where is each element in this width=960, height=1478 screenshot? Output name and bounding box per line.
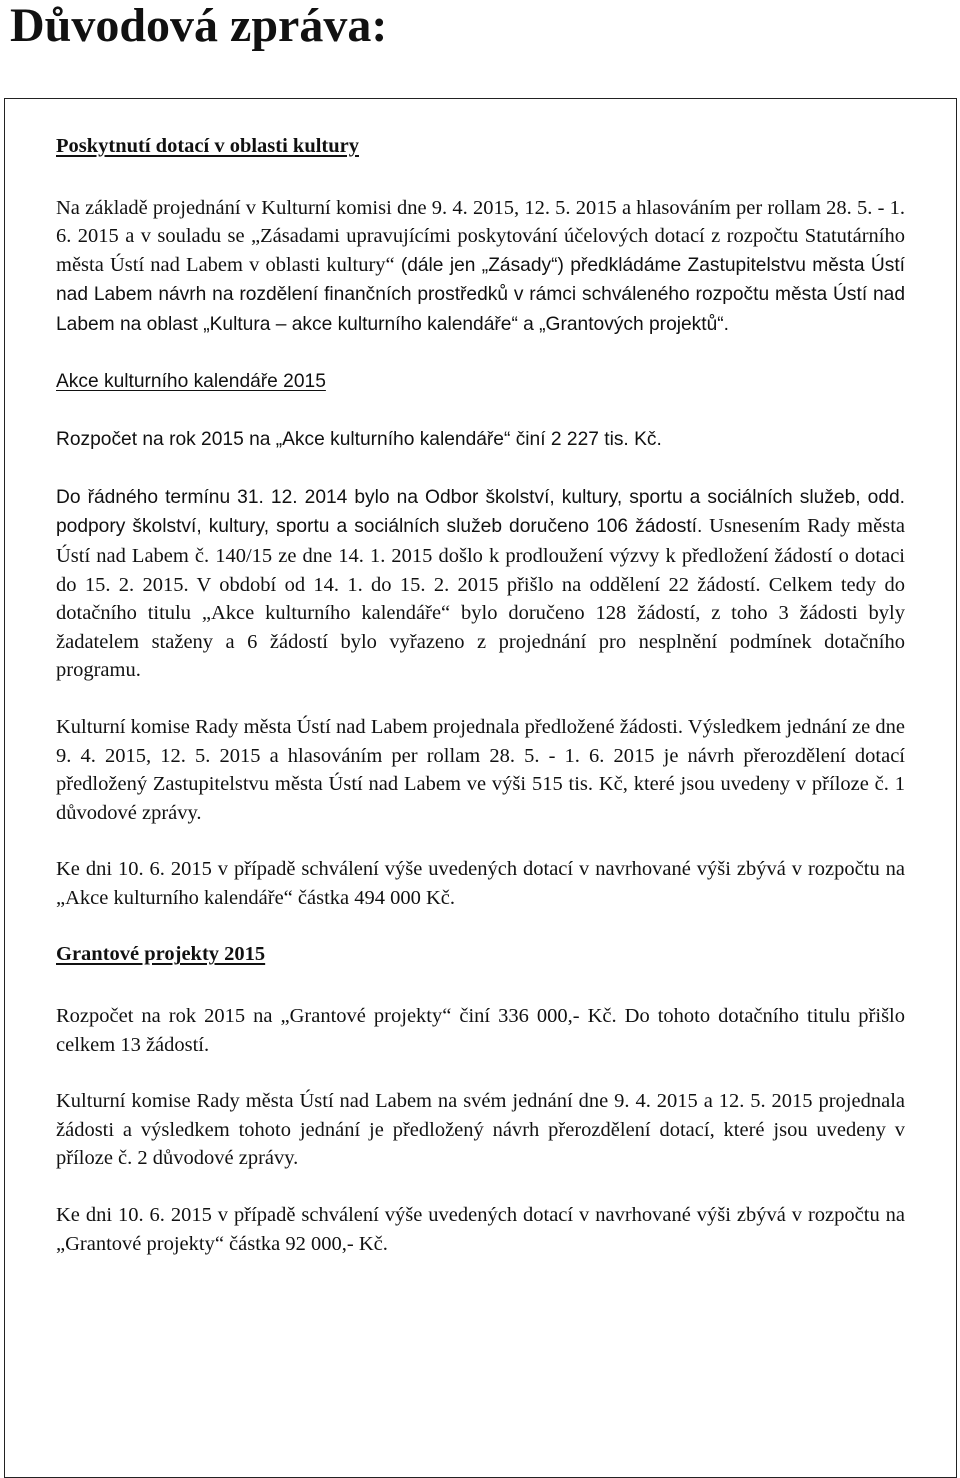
document-body bbox=[56, 132, 905, 1286]
calendar-commission-paragraph: Kulturní komise Rady města Ústí nad Labem projednala předložené žádosti. Výsledkem jednání ze dne 9. 4. 2015, 12. 5. 2015 a hlasováním per rollam 28. 5. - 1. 6. 2015 je návrh přerozdělení dotací předložený Zastupitelstvu města Ústí nad Labem ve výši 515 tis. Kč, které jsou uvedeny v příloze č. 1 důvodové zprávy. bbox=[56, 715, 905, 824]
intro-text-sans: (dále jen „Zásady“) předkládáme Zastupitelstvu města Ústí nad Labem návrh na rozdělení finančních prostředků v rámci schváleného rozpočtu města Ústí nad Labem na oblast „Kultura – akce kulturního kalendáře“ a „Grantových projektů“. bbox=[56, 254, 905, 335]
calendar-budget-paragraph: Rozpočet na rok 2015 na „Akce kulturního kalendáře“ činí 2 227 tis. Kč. bbox=[56, 429, 662, 451]
grants-budget-paragraph: Rozpočet na rok 2015 na „Grantové projekty“ činí 336 000,- Kč. Do tohoto dotačního titulu přišlo celkem 13 žádostí. bbox=[56, 1005, 905, 1056]
section-heading-cultural-calendar: Akce kulturního kalendáře 2015 bbox=[56, 370, 326, 392]
intro-paragraph bbox=[56, 194, 905, 340]
grants-remaining-paragraph: Ke dni 10. 6. 2015 v případě schválení výše uvedených dotací v navrhované výši zbývá v rozpočtu na „Grantové projekty“ částka 92 000,- Kč. bbox=[56, 1204, 905, 1255]
grants-commission-paragraph: Kulturní komise Rady města Ústí nad Labem na svém jednání dne 9. 4. 2015 a 12. 5. 2015 projednala žádosti a výsledkem tohoto jednání je předložený návrh přerozdělení dotací, které jsou uvedeny v příloze č. 2 důvodové zprávy. bbox=[56, 1090, 905, 1170]
page-title: Důvodová zpráva: bbox=[10, 0, 388, 52]
section-heading-grant-projects: Grantové projekty 2015 bbox=[56, 943, 266, 966]
calendar-remaining-paragraph: Ke dni 10. 6. 2015 v případě schválení výše uvedených dotací v navrhované výši zbývá v rozpočtu na „Akce kulturního kalendáře“ částka 494 000 Kč. bbox=[56, 858, 905, 909]
applications-text-sans: Do řádného termínu 31. 12. 2014 bylo na Odbor školství, kultury, sportu a sociálních služeb, odd. podpory školství, kultury, sportu a sociálních služeb doručeno 106 žádostí. bbox=[56, 486, 905, 538]
intro-text-serif: Na základě projednání v Kulturní komisi dne 9. 4. 2015, 12. 5. 2015 a hlasováním per rollam 28. 5. - 1. 6. 2015 a v souladu se „Zásadami upravujícími poskytování účelových dotací z rozpočtu Statutárního města Ústí nad Labem v oblasti kultury“ bbox=[56, 196, 905, 276]
calendar-applications-paragraph bbox=[56, 483, 905, 685]
applications-text-serif: Usnesením Rady města Ústí nad Labem č. 140/15 ze dne 14. 1. 2015 došlo k prodloužení výzvy k předložení žádostí o dotaci do 15. 2. 2015. V období od 14. 1. do 15. 2. 2015 přišlo na oddělení 22 žádostí. Celkem tedy do dotačního titulu „Akce kulturního kalendáře“ bylo doručeno 128 žádostí, z toho 3 žádosti byly žadatelem staženy a 6 žádostí bylo vyřazeno z projednání pro nesplnění podmínek dotačního programu. bbox=[56, 515, 905, 682]
section-heading-culture-grants: Poskytnutí dotací v oblasti kultury bbox=[56, 135, 359, 157]
